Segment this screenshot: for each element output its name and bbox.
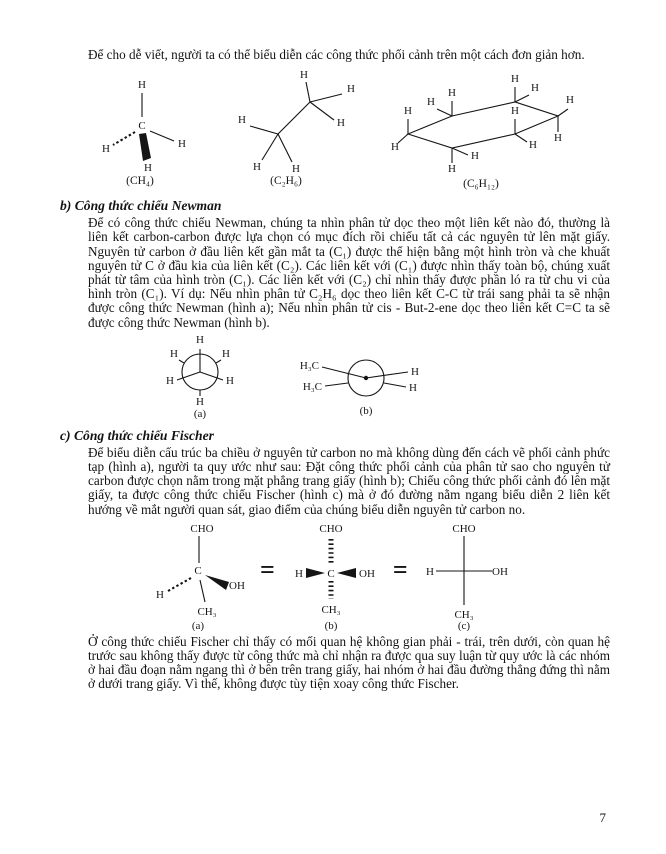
h-atom-label: H: [292, 163, 300, 176]
figure-label-b: (b): [324, 619, 338, 631]
h-atom-label: H: [448, 163, 456, 176]
hydroxyl-group-label: OH: [358, 567, 375, 580]
methyl-group-label: CH₃: [321, 603, 341, 616]
h-atom-label: H: [566, 94, 574, 107]
intro-paragraph: Để cho dễ viết, người ta có thể biểu diễn các công thức phối cảnh trên một cách đơn giản hơn.: [88, 47, 585, 62]
h-atom-label: H: [253, 161, 261, 174]
cyclohexane-structure-diagram: [386, 70, 576, 190]
fischer-projection-c-diagram: [412, 519, 522, 631]
fischer-perspective-b-diagram: [279, 519, 389, 631]
h-atom-label: H: [102, 143, 110, 156]
ethane-bonds: [250, 82, 342, 162]
h-atom-label: H: [178, 138, 186, 151]
h-atom-label: H: [166, 374, 174, 387]
newman-b-back-bonds: [325, 383, 406, 387]
aldehyde-group-label: CHO: [452, 522, 476, 535]
cyclohexane-formula-label: (C₆H₁₂): [463, 178, 499, 191]
h-atom-label: H: [511, 73, 519, 86]
h-atom-label: H: [529, 139, 537, 152]
page-number: 7: [599, 810, 606, 825]
h-atom-label: H: [471, 150, 479, 163]
h-atom-label: H: [427, 96, 435, 109]
methyl-group-label: CH₃: [454, 608, 474, 621]
c-atom-label: C: [194, 564, 202, 577]
ethane-structure-diagram: [230, 70, 370, 188]
aldehyde-group-label: CHO: [319, 522, 343, 535]
h-atom-label: H: [554, 132, 562, 145]
fischer-perspective-a-diagram: [146, 519, 256, 631]
aldehyde-group-label: CHO: [190, 522, 214, 535]
fischer-section-heading: c) Công thức chiếu Fischer: [60, 427, 214, 443]
h-atom-label: H: [294, 567, 303, 580]
h-atom-label: H: [347, 83, 355, 96]
h-atom-label: H: [531, 82, 539, 95]
h-atom-label: H: [409, 381, 417, 394]
methyl-group-label: CH₃: [197, 605, 217, 618]
equivalence-sign: =: [260, 554, 275, 584]
h-atom-label: H: [144, 162, 152, 175]
perspective-formulas-row: [94, 70, 610, 190]
h-atom-label: H: [222, 347, 230, 360]
h-atom-label: H: [337, 117, 345, 130]
c-atom-label: C: [327, 567, 335, 580]
hydroxyl-group-label: OH: [491, 565, 508, 578]
h-atom-label: H: [511, 105, 519, 118]
h-atom-label: H: [226, 374, 234, 387]
cyclohexane-bonds: [398, 87, 568, 163]
h-atom-label: H: [404, 105, 412, 118]
figure-label-c: (c): [457, 619, 470, 631]
c-atom-label: C: [138, 120, 146, 133]
closing-paragraph: Ở công thức chiếu Fischer chỉ thấy có mối quan hệ không gian phải - trái, trên dưới, còn quan hệ trước sau không thấy được từ công thức mà chỉ nhận ra được qua suy luận từ quy ước là các nhóm ở hai đầu đoạn nằm ngang thì ở bên trên trang giấy, hai nhóm ở hai đầu đường thẳng đứng thì nằm ở dưới trang giấy. Vì thế, không được tùy tiện xoay công thức Fischer.: [88, 633, 610, 692]
newman-section-heading: b) Công thức chiếu Newman: [60, 198, 222, 214]
h-atom-label: H: [156, 588, 164, 601]
newman-projections-row: [150, 332, 610, 420]
h-atom-label: H: [425, 565, 434, 578]
h-atom-label: H: [196, 395, 204, 408]
methyl-group-label: H₃C: [302, 380, 322, 393]
hydroxyl-group-label: OH: [229, 579, 245, 592]
fischer-projections-row: [146, 519, 610, 631]
fischer-paragraph: Để biểu diễn cấu trúc ba chiều ở nguyên tử carbon no mà không dùng đến cách vẽ phối cảnh phức tạp (hình a), người ta quy ước như sau: Đặt công thức phối cảnh của phân tử sao cho nguyên tử carbon được chọn nằm trong mặt phẳng trang giấy (hình b); Chiếu công thức phối cảnh đó lên mặt giấy, ta được công thức chiếu Fischer (hình c) mà ở đó đường nằm ngang biểu diễn 2 liên kết hướng về mắt người quan sát, giao điểm của chúng biểu diễn nguyên tử carbon no.: [88, 444, 610, 517]
methane-structure-diagram: [94, 70, 204, 188]
equivalence-sign: =: [392, 554, 408, 584]
h-atom-label: H: [391, 141, 399, 154]
methyl-group-label: H₃C: [299, 359, 319, 372]
h-atom-label: H: [238, 114, 246, 127]
h-atom-label: H: [300, 70, 308, 82]
figure-label-a: (a): [191, 619, 205, 631]
h-atom-label: H: [411, 365, 419, 378]
fischer-c-bonds: [436, 536, 492, 605]
h-atom-label: H: [138, 79, 146, 92]
h-atom-label: H: [448, 87, 456, 100]
h-atom-label: H: [170, 347, 178, 360]
newman-paragraph: Để có công thức chiếu Newman, chúng ta nhìn phân tử dọc theo một liên kết nào đó, thường là liên kết carbon-carbon được lựa chọn có mục đích rồi chiếu tất cả các nguyên tử lên mặt giấy. Nguyên tử carbon ở đầu liên kết gần mắt ta (C₁) được thể hiện bằng một hình tròn và che khuất nguyên tử C ở đầu kia của liên kết (C₂). Các liên kết với (C₁) được nhìn thấy toàn bộ, chúng xuất phát từ tâm của hình tròn (C₁). Các liên kết với (C₂) chỉ nhìn thấy được phần ló ra từ chu vi của hình tròn (C₁). Ví dụ: Nếu nhìn phân tử C₂H₆ dọc theo liên kết C-C từ trái sang phải ta sẽ nhận được công thức Newman (hình a); Nếu nhìn phân tử cis - But-2-ene dọc theo liên kết C=C ta sẽ được công thức Newman (hình b).: [88, 215, 610, 330]
methane-formula-label: (CH₄): [126, 175, 154, 188]
ethane-formula-label: (C₂H₆): [270, 175, 302, 188]
newman-projection-b-diagram: [284, 338, 459, 420]
figure-label-b: (b): [359, 404, 373, 417]
h-atom-label: H: [196, 333, 204, 346]
figure-label-a: (a): [193, 407, 207, 420]
newman-projection-a-diagram: [150, 332, 250, 420]
